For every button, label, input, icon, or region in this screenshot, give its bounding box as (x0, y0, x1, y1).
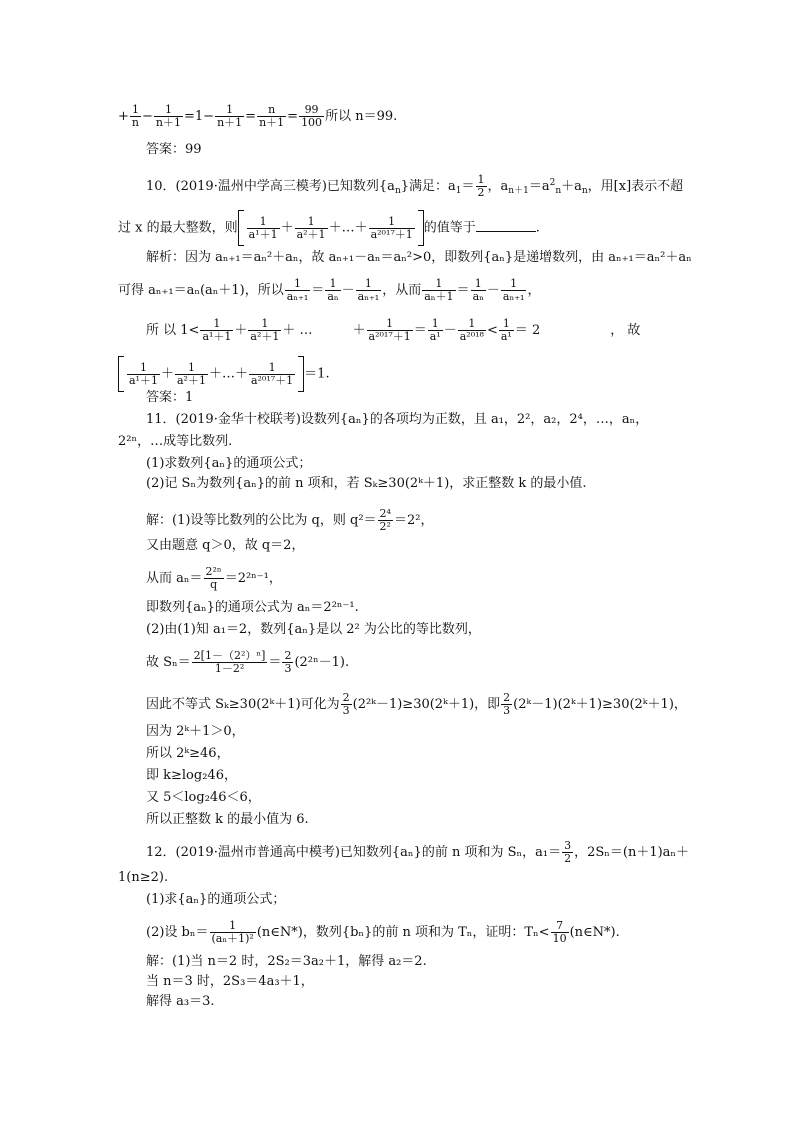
line-1: + $\frac{1}{n}$ − $\frac{1}{n+1}$ =1− $\frac{1}{n+1}$ = $\frac{n}{n+1}$ = $\frac{99}{100}$ 所以 n＝99. (118, 103, 398, 129)
a12-line3: 解得 a₃＝3. (146, 994, 215, 1009)
q11-part2: (2)记 Sₙ为数列{aₙ}的前 n 项和，若 Sₖ≥30(2ᵏ＋1)，求正整数 k 的最小值. (146, 476, 587, 491)
solution-line4: $\frac{1}{\text{a¹＋1}}$ ＋ $\frac{1}{\text{a²＋1}}$ ＋…＋ $\frac{1}{\text{a²⁰¹⁷＋1}}$ ＝1. (118, 356, 330, 392)
q11-part1: (1)求数列{aₙ}的通项公式； (146, 456, 312, 471)
q11-line1: 11．(2019·金华十校联考)设数列{aₙ}的各项均为正数，且 a₁，2²，a₂，2⁴，…，aₙ， (146, 412, 649, 427)
answer-99: 答案：99 (146, 142, 202, 157)
solution-line3: 所 以 1< $\frac{1}{\text{a¹＋1}}$ ＋ $\frac{1}{\text{a²＋1}}$ ＋ … ＋ $\frac{1}{\text{a²⁰¹⁷＋1}}$ ＝ $\frac{1}{\text{a¹}}$ － $\frac{1}{\text{a²⁰¹⁸}}$ < $\frac{1}{\text{a¹}}$ ＝ 2 ， 故 (146, 317, 641, 343)
solution-line1: 解析：因为 aₙ₊₁＝aₙ²＋aₙ，故 aₙ₊₁－aₙ＝aₙ²>0，即数列{aₙ}是递增数列，由 aₙ₊₁＝aₙ²＋aₙ (146, 250, 692, 265)
a11-line7: 因此不等式 Sₖ≥30(2ᵏ＋1)可化为 $\frac{2}{3}$ (2²ᵏ－1)≥30(2ᵏ＋1)，即 $\frac{2}{3}$ (2ᵏ－1)(2ᵏ＋1)≥30(2ᵏ＋1)， (146, 691, 687, 717)
q10-line1: 10．(2019·温州中学高三模考)已知数列$\{a_n\}$满足：$a_1=$ $\frac{1}{2}$ ，$a_{n+1}=a^2_n+a_n$，用[x]表示不超 (146, 173, 684, 199)
q10-line2: 过 x 的最大整数，则 $\frac{1}{\text{a¹＋1}}$ ＋ $\frac{1}{\text{a²＋1}}$ ＋…＋ $\frac{1}{\text{a²⁰¹⁷＋1}}$ 的值等于 . (118, 210, 540, 246)
q11-line2: 2²ⁿ，…成等比数列. (118, 434, 233, 449)
q12-part2: (2)设 bₙ＝ $\frac{1}{\text{(aₙ＋1)²}}$ (n∈N*)，数列{bₙ}的前 n 项和为 Tₙ，证明：Tₙ< $\frac{7}{10}$ (n∈N*). (146, 919, 620, 945)
a11-line3: 从而 aₙ＝ $\frac{\text{2²ⁿ}}{q}$ ＝2²ⁿ⁻¹， (146, 565, 282, 591)
answer-1: 答案：1 (146, 390, 194, 405)
a11-line11: 又 5＜log₂46＜6， (146, 790, 261, 805)
a11-line8: 因为 2ᵏ＋1＞0， (146, 724, 245, 739)
a11-line6: 故 Sₙ＝ $\frac{\text{2[1－（2²）ⁿ]}}{\text{1－2²}}$ ＝ $\frac{2}{3}$ (2²ⁿ－1). (146, 649, 350, 675)
a11-line1: 解：(1)设等比数列的公比为 q，则 q²＝ $\frac{\text{2⁴}}{\text{2²}}$ ＝2²， (146, 507, 434, 533)
solution-line2: 可得 aₙ₊₁＝aₙ(aₙ＋1)，所以 $\frac{1}{\text{aₙ₊₁}}$ ＝ $\frac{1}{\text{aₙ}}$ － $\frac{1}{\text{aₙ₊₁}}$ ，从而 $\frac{1}{\text{aₙ＋1}}$ ＝ $\frac{1}{\text{aₙ}}$ － $\frac{1}{\text{aₙ₊₁}}$ ， (118, 277, 541, 303)
q12-line2: 1(n≥2). (118, 870, 169, 885)
answer-blank (476, 219, 536, 232)
a12-line2: 当 n＝3 时，2S₃＝4a₃＋1， (146, 974, 314, 989)
a11-line9: 所以 2ᵏ≥46， (146, 746, 230, 761)
a12-line1: 解：(1)当 n＝2 时，2S₂＝3a₂＋1，解得 a₂＝2. (146, 954, 427, 969)
a11-line12: 所以正整数 k 的最小值为 6. (146, 812, 309, 827)
a11-line2: 又由题意 q＞0，故 q＝2， (146, 538, 305, 553)
a11-line4: 即数列{aₙ}的通项公式为 aₙ＝2²ⁿ⁻¹. (146, 600, 359, 615)
q12-line1: 12．(2019·温州市普通高中模考)已知数列{aₙ}的前 n 项和为 Sₙ，a₁＝ $\frac{3}{2}$ ，2Sₙ＝(n＋1)aₙ＋ (146, 839, 690, 865)
q12-part1: (1)求{aₙ}的通项公式； (146, 892, 286, 907)
a11-line10: 即 k≥log₂46， (146, 768, 237, 783)
a11-line5: (2)由(1)知 a₁＝2，数列{aₙ}是以 2² 为公比的等比数列， (146, 622, 481, 637)
